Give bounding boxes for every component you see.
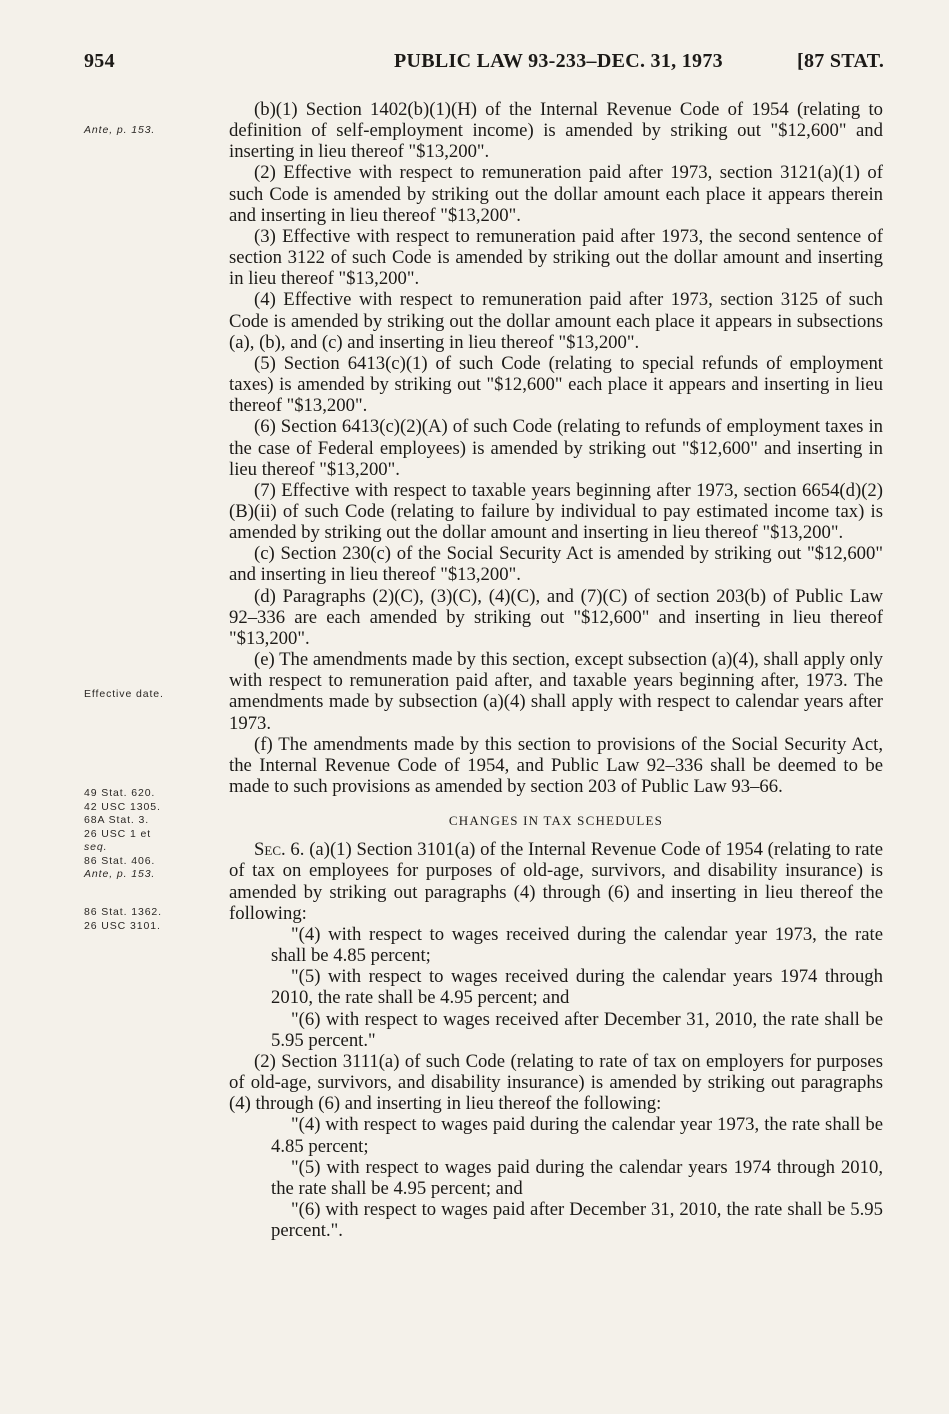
margin-note-citations: 49 Stat. 620. 42 USC 1305. 68A Stat. 3. 26 USC 1 et seq. 86 Stat. 406. Ante, p. 153.	[84, 787, 161, 880]
section-heading: CHANGES IN TAX SCHEDULES	[448, 813, 664, 829]
quote-3101-4: "(4) with respect to wages received during the calendar year 1973, the rate shall be 4.85 percent;	[271, 923, 883, 967]
paragraph-b3: (3) Effective with respect to remuneration paid after 1973, the second sentence of section 3122 of such Code is amended by striking out the dollar amount and inserting in lieu thereof "$13,200".	[229, 225, 883, 290]
quote-3111-5: "(5) with respect to wages paid during the calendar years 1974 through 2010, the rate shall be 4.95 percent; and	[271, 1156, 883, 1199]
margin-note-ante: Ante, p. 153.	[84, 124, 156, 136]
paragraph-e: (e) The amendments made by this section, except subsection (a)(4), shall apply only with respect to remuneration paid after, and taxable years beginning after, 1973. The amendments made by subsection (a)(4) shall apply with respect to calendar years after 1973.	[229, 649, 883, 734]
paragraph-c: (c) Section 230(c) of the Social Security Act is amended by striking out "$12,600" and inserting in lieu thereof "$13,200".	[229, 543, 883, 586]
page-number: 954	[84, 50, 115, 72]
paragraph-b4: (4) Effective with respect to remuneration paid after 1973, section 3125 of such Code is amended by striking out the dollar amount each place it appears in subsections (a), (b), and (c) and inserting in lieu thereof "$13,200".	[229, 289, 883, 353]
paragraph-b2: (2) Effective with respect to remuneration paid after 1973, section 3121(a)(1) of such Code is amended by striking out the dollar amount each place it appears therein and inserting in lieu thereof "$13,200".	[229, 162, 883, 226]
paragraph-sec6-a1-text: (a)(1) Section 3101(a) of the Internal Revenue Code of 1954 (relating to rate of tax on employees for purposes of old-age, survivors, and disability insurance) is amended by striking out paragraphs (4) through (6) and inserting in lieu thereof the following:	[229, 839, 883, 924]
section-label: Sec. 6.	[254, 839, 305, 861]
body-text	[229, 99, 883, 1241]
paragraph-d: (d) Paragraphs (2)(C), (3)(C), (4)(C), and (7)(C) of section 203(b) of Public Law 92–336 are each amended by striking out "$12,600" and inserting in lieu thereof "$13,200".	[229, 585, 883, 649]
paragraph-b7: (7) Effective with respect to taxable years beginning after 1973, section 6654(d)(2)(B)(ii) of such Code (relating to failure by individual to pay estimated income tax) is amended by striking out the dollar amount and inserting in lieu thereof "$13,200".	[229, 479, 883, 544]
paragraph-a2: (2) Section 3111(a) of such Code (relating to rate of tax on employers for purposes of old-age, survivors, and disability insurance) is amended by striking out paragraphs (4) through (6) and inserting in lieu thereof the following:	[229, 1050, 883, 1115]
quote-3101-5: "(5) with respect to wages received during the calendar years 1974 through 2010, the rate shall be 4.95 percent; and	[271, 966, 883, 1009]
page-title: PUBLIC LAW 93-233–DEC. 31, 1973	[394, 50, 723, 72]
volume-reference: [87 STAT.	[797, 50, 885, 72]
paragraph-sec6-a1	[229, 839, 883, 924]
quote-3111-6: "(6) with respect to wages paid after December 31, 2010, the rate shall be 5.95 percent.".	[271, 1198, 883, 1242]
running-header	[0, 50, 949, 78]
margin-note-citations-sec6: 86 Stat. 1362. 26 USC 3101.	[84, 906, 162, 932]
margin-note-effective-date: Effective date.	[84, 688, 164, 700]
paragraph-f: (f) The amendments made by this section to provisions of the Social Security Act, the Internal Revenue Code of 1954, and Public Law 92–336 shall be deemed to be made to such provisions as amended by section 203 of Public Law 93–66.	[229, 733, 883, 797]
paragraph-b6: (6) Section 6413(c)(2)(A) of such Code (relating to refunds of employment taxes in the case of Federal employees) is amended by striking out "$12,600" and inserting in lieu thereof "$13,200".	[229, 416, 883, 480]
paragraph-b5: (5) Section 6413(c)(1) of such Code (relating to special refunds of employment taxes) is amended by striking out "$12,600" each place it appears and inserting in lieu thereof "$13,200".	[229, 352, 883, 417]
quote-3101-6: "(6) with respect to wages received after December 31, 2010, the rate shall be 5.95 percent."	[271, 1008, 883, 1051]
paragraph-b1: (b)(1) Section 1402(b)(1)(H) of the Internal Revenue Code of 1954 (relating to definition of self-employment income) is amended by striking out "$12,600" and inserting in lieu thereof "$13,200".	[229, 99, 883, 163]
quote-3111-4: "(4) with respect to wages paid during the calendar year 1973, the rate shall be 4.85 percent;	[271, 1114, 883, 1157]
